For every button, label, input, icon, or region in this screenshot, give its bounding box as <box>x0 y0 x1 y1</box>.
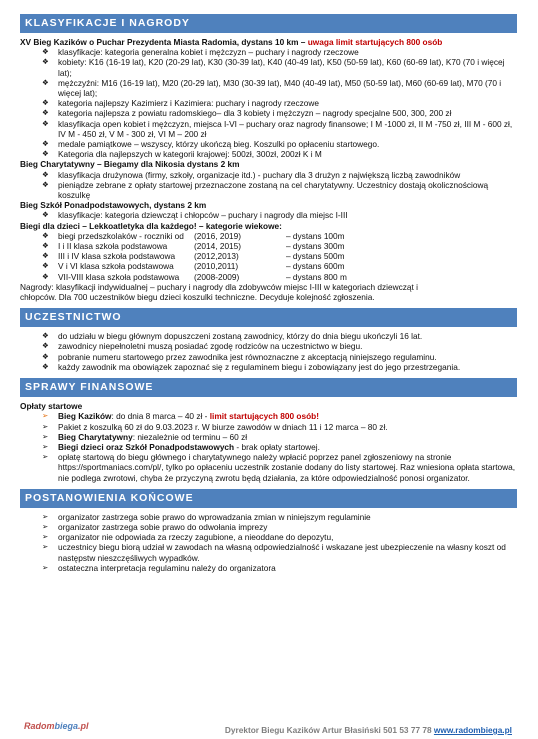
list-item: ❖ klasyfikacje: kategoria generalna kobiet i mężczyzn – puchary i nagrody rzeczowe <box>42 47 359 58</box>
list-item: ➢ organizator zastrzega sobie prawo do wprowadzania zmian w niniejszym regulaminie <box>42 511 371 522</box>
kids-awards-note-1: Nagrody: klasyfikacji indywidualnej – puchary i nagrody dla zdobywców miejsc I-III w kategoriach dziewcząt i <box>20 281 418 292</box>
arrow-bullet-icon: ➢ <box>42 421 49 431</box>
section-header-final: POSTANOWIENIA KOŃCOWE <box>20 489 517 508</box>
kids-race-title: Biegi dla dzieci – Lekkoatletyka dla każdego! – kategorie wiekowe: <box>20 220 282 231</box>
arrow-bullet-icon: ➢ <box>42 452 49 462</box>
square-bullet-icon: ❖ <box>42 361 49 371</box>
charity-race-list <box>20 170 517 201</box>
list-item: ❖ kategoria najlepszy Kazimierz i Kazimiera: puchary i nagrody rzeczowe <box>42 98 320 109</box>
section-header-participants: UCZESTNICTWO <box>20 308 517 327</box>
section-header-awards: KLASYFIKACJE I NAGRODY <box>20 14 517 33</box>
list-item: ❖ pieniądze zebrane z opłaty startowej przeznaczone zostaną na cel charytatywny. Uczestnicy dostają okolicznościową koszulkę <box>42 179 489 201</box>
charity-race-title: Bieg Charytatywny – Biegamy dla Nikosia dystans 2 km <box>20 159 240 170</box>
fee-charity-race: ➢ Bieg Charytatywny: niezależnie od terminu – 60 zł <box>42 431 248 442</box>
list-item: ➢ uczestnicy biegu biorą udział w zawodach na własną odpowiedzialność i wskazane jest ubezpieczenie na własny koszt od następstw nieszczęśliwych wypadków. <box>42 542 506 563</box>
arrow-bullet-icon: ➢ <box>42 411 49 421</box>
fee-main-race: ➢ Bieg Kazików: do dnia 8 marca – 40 zł - limit startujących 800 osób! <box>42 411 319 422</box>
kids-category-row: ❖ I i II klasa szkoła podstawowa (2014, 2015) – dystans 300m <box>42 241 345 252</box>
fees-subtitle: Opłaty startowe <box>20 401 83 412</box>
square-bullet-icon: ❖ <box>42 341 49 351</box>
participant-limit-note: uwaga limit startujących 800 osób <box>307 37 443 47</box>
square-bullet-icon: ❖ <box>42 251 49 261</box>
final-provisions-list <box>20 512 517 573</box>
list-item: ➢ organizator zastrzega sobie prawo do odwołania imprezy <box>42 521 268 532</box>
kids-category-row: ❖ VII-VIII klasa szkoła podstawowa (2008-2009) – dystans 800 m <box>42 271 347 282</box>
square-bullet-icon: ❖ <box>42 179 49 189</box>
square-bullet-icon: ❖ <box>42 47 49 57</box>
list-item: ❖ klasyfikacje: kategoria dziewcząt i chłopców – puchary i nagrody dla miejsc I-III <box>42 210 348 221</box>
arrow-bullet-icon: ➢ <box>42 562 49 572</box>
fee-payment-info: ➢ opłatę startową do biegu głównego i charytatywnego należy wpłacić poprzez panel zgłoszeniowy na stronie https://sportmaniacs.com/pl/, tylko po opłaceniu uczestnik zostanie dodany do listy startowej. Raz wniesiona opłata startowa, nie podlega zwrotowi, chyba że przyczyną zwrotu będą działania, za które odpowiedzialność ponosi organizator. <box>42 452 516 483</box>
square-bullet-icon: ❖ <box>42 271 49 281</box>
square-bullet-icon: ❖ <box>42 98 49 108</box>
fee-shirt-package: ➢ Pakiet z koszulką 60 zł do 9.03.2023 r. W biurze zawodów w dniach 11 i 12 marca – 80 zł. <box>42 421 388 432</box>
square-bullet-icon: ❖ <box>42 261 49 271</box>
kids-category-row: ❖ biegi przedszkolaków - roczniki od (2016, 2019) – dystans 100m <box>42 230 345 241</box>
square-bullet-icon: ❖ <box>42 230 49 240</box>
square-bullet-icon: ❖ <box>42 331 49 341</box>
kids-category-row: ❖ III i IV klasa szkoła podstawowa (2012,2013) – dystans 500m <box>42 251 345 262</box>
schools-race-list <box>20 210 517 220</box>
footer-contact: Dyrektor Biegu Kazików Artur Błasiński 501 53 77 78 www.radombiega.pl <box>224 725 512 735</box>
main-race-title <box>20 37 517 47</box>
arrow-bullet-icon: ➢ <box>42 441 49 451</box>
fee-kids-schools: ➢ Biegi dzieci oraz Szkół Ponadpodstawowych - brak opłaty startowej. <box>42 441 320 452</box>
list-item: ❖ zawodnicy niepełnoletni muszą posiadać zgodę rodziców na uczestnictwo w biegu. <box>42 341 363 352</box>
square-bullet-icon: ❖ <box>42 241 49 251</box>
list-item: ❖ kategoria najlepsza z powiatu radomskiego– dla 3 kobiety i mężczyzn – nagrody specjalne 500, 300, 200 zł <box>42 108 452 119</box>
list-item: ❖ mężczyźni: M16 (16-19 lat), M20 (20-29 lat), M30 (30-39 lat), M40 (40-49 lat), M50 (50-59 lat), M60 (60-69 lat), M70 (70 i więcej lat); <box>42 77 502 99</box>
list-item: ❖ medale pamiątkowe – wszyscy, którzy ukończą bieg. Koszulki po opłaceniu startowego. <box>42 139 380 150</box>
list-item: ❖ klasyfikacja open kobiet i mężczyzn, miejsca I-VI – puchary oraz nagrody finansowe; I M -1000 zł, II M -750 zł, III M - 600 zł, IV M - 450 zł, V M - 300 zł, VI M – 200 zł <box>42 118 513 139</box>
regulations-page <box>20 14 517 573</box>
square-bullet-icon: ❖ <box>42 210 49 220</box>
list-item: ❖ do udziału w biegu głównym dopuszczeni zostaną zawodnicy, którzy do dnia biegu ukończyli 16 lat. <box>42 331 423 342</box>
kids-category-row: ❖ V i VI klasa szkoła podstawowa (2010,2011) – dystans 600m <box>42 261 345 272</box>
square-bullet-icon: ❖ <box>42 169 49 179</box>
arrow-bullet-icon: ➢ <box>42 542 49 552</box>
list-item: ❖ pobranie numeru startowego przez zawodnika jest równoznaczne z akceptacją niniejszego regulaminu. <box>42 351 437 362</box>
square-bullet-icon: ❖ <box>42 351 49 361</box>
main-race-title-text: XV Bieg Kazików o Puchar Prezydenta Miasta Radomia, dystans 10 km – <box>20 37 308 47</box>
arrow-bullet-icon: ➢ <box>42 521 49 531</box>
arrow-bullet-icon: ➢ <box>42 532 49 542</box>
square-bullet-icon: ❖ <box>42 139 49 149</box>
kids-race-categories <box>20 231 517 282</box>
list-item: ➢ ostateczna interpretacja regulaminu należy do organizatora <box>42 562 276 573</box>
kids-awards-note-2: chłopców. Dla 700 uczestników biegu dzieci koszulki techniczne. Decyduje kolejność zgłoszenia. <box>20 292 375 303</box>
square-bullet-icon: ❖ <box>42 57 49 67</box>
participants-list <box>20 331 517 372</box>
square-bullet-icon: ❖ <box>42 77 49 87</box>
square-bullet-icon: ❖ <box>42 149 49 159</box>
arrow-bullet-icon: ➢ <box>42 511 49 521</box>
footer-website-link[interactable]: www.radombiega.pl <box>433 725 512 735</box>
square-bullet-icon: ❖ <box>42 118 49 128</box>
square-bullet-icon: ❖ <box>42 108 49 118</box>
list-item: ➢ organizator nie odpowiada za rzeczy zagubione, a nieoddane do depozytu, <box>42 532 334 543</box>
list-item: ❖ klasyfikacja drużynowa (firmy, szkoły, organizacje itd.) - puchary dla 3 drużyn z największą liczbą zawodników <box>42 169 461 180</box>
main-race-list <box>20 47 517 159</box>
page-footer <box>0 711 538 739</box>
section-header-finance: SPRAWY FINANSOWE <box>20 378 517 397</box>
list-item: ❖ każdy zawodnik ma obowiązek zapoznać się z regulaminem biegu i zobowiązany jest do jego przestrzegania. <box>42 361 461 372</box>
schools-race-title: Bieg Szkół Ponadpodstawowych, dystans 2 km <box>20 200 207 211</box>
list-item: ❖ kobiety: K16 (16-19 lat), K20 (20-29 lat), K30 (30-39 lat), K40 (40-49 lat), K50 (50-59 lat), K60 (60-69 lat), K70 (70 i więcej lat); <box>42 57 505 78</box>
arrow-bullet-icon: ➢ <box>42 431 49 441</box>
radombiega-logo: Radombiega.pl <box>24 721 89 731</box>
list-item: ❖ Kategoria dla najlepszych w kategorii krajowej: 500zł, 300zł, 200zł K i M <box>42 149 322 160</box>
